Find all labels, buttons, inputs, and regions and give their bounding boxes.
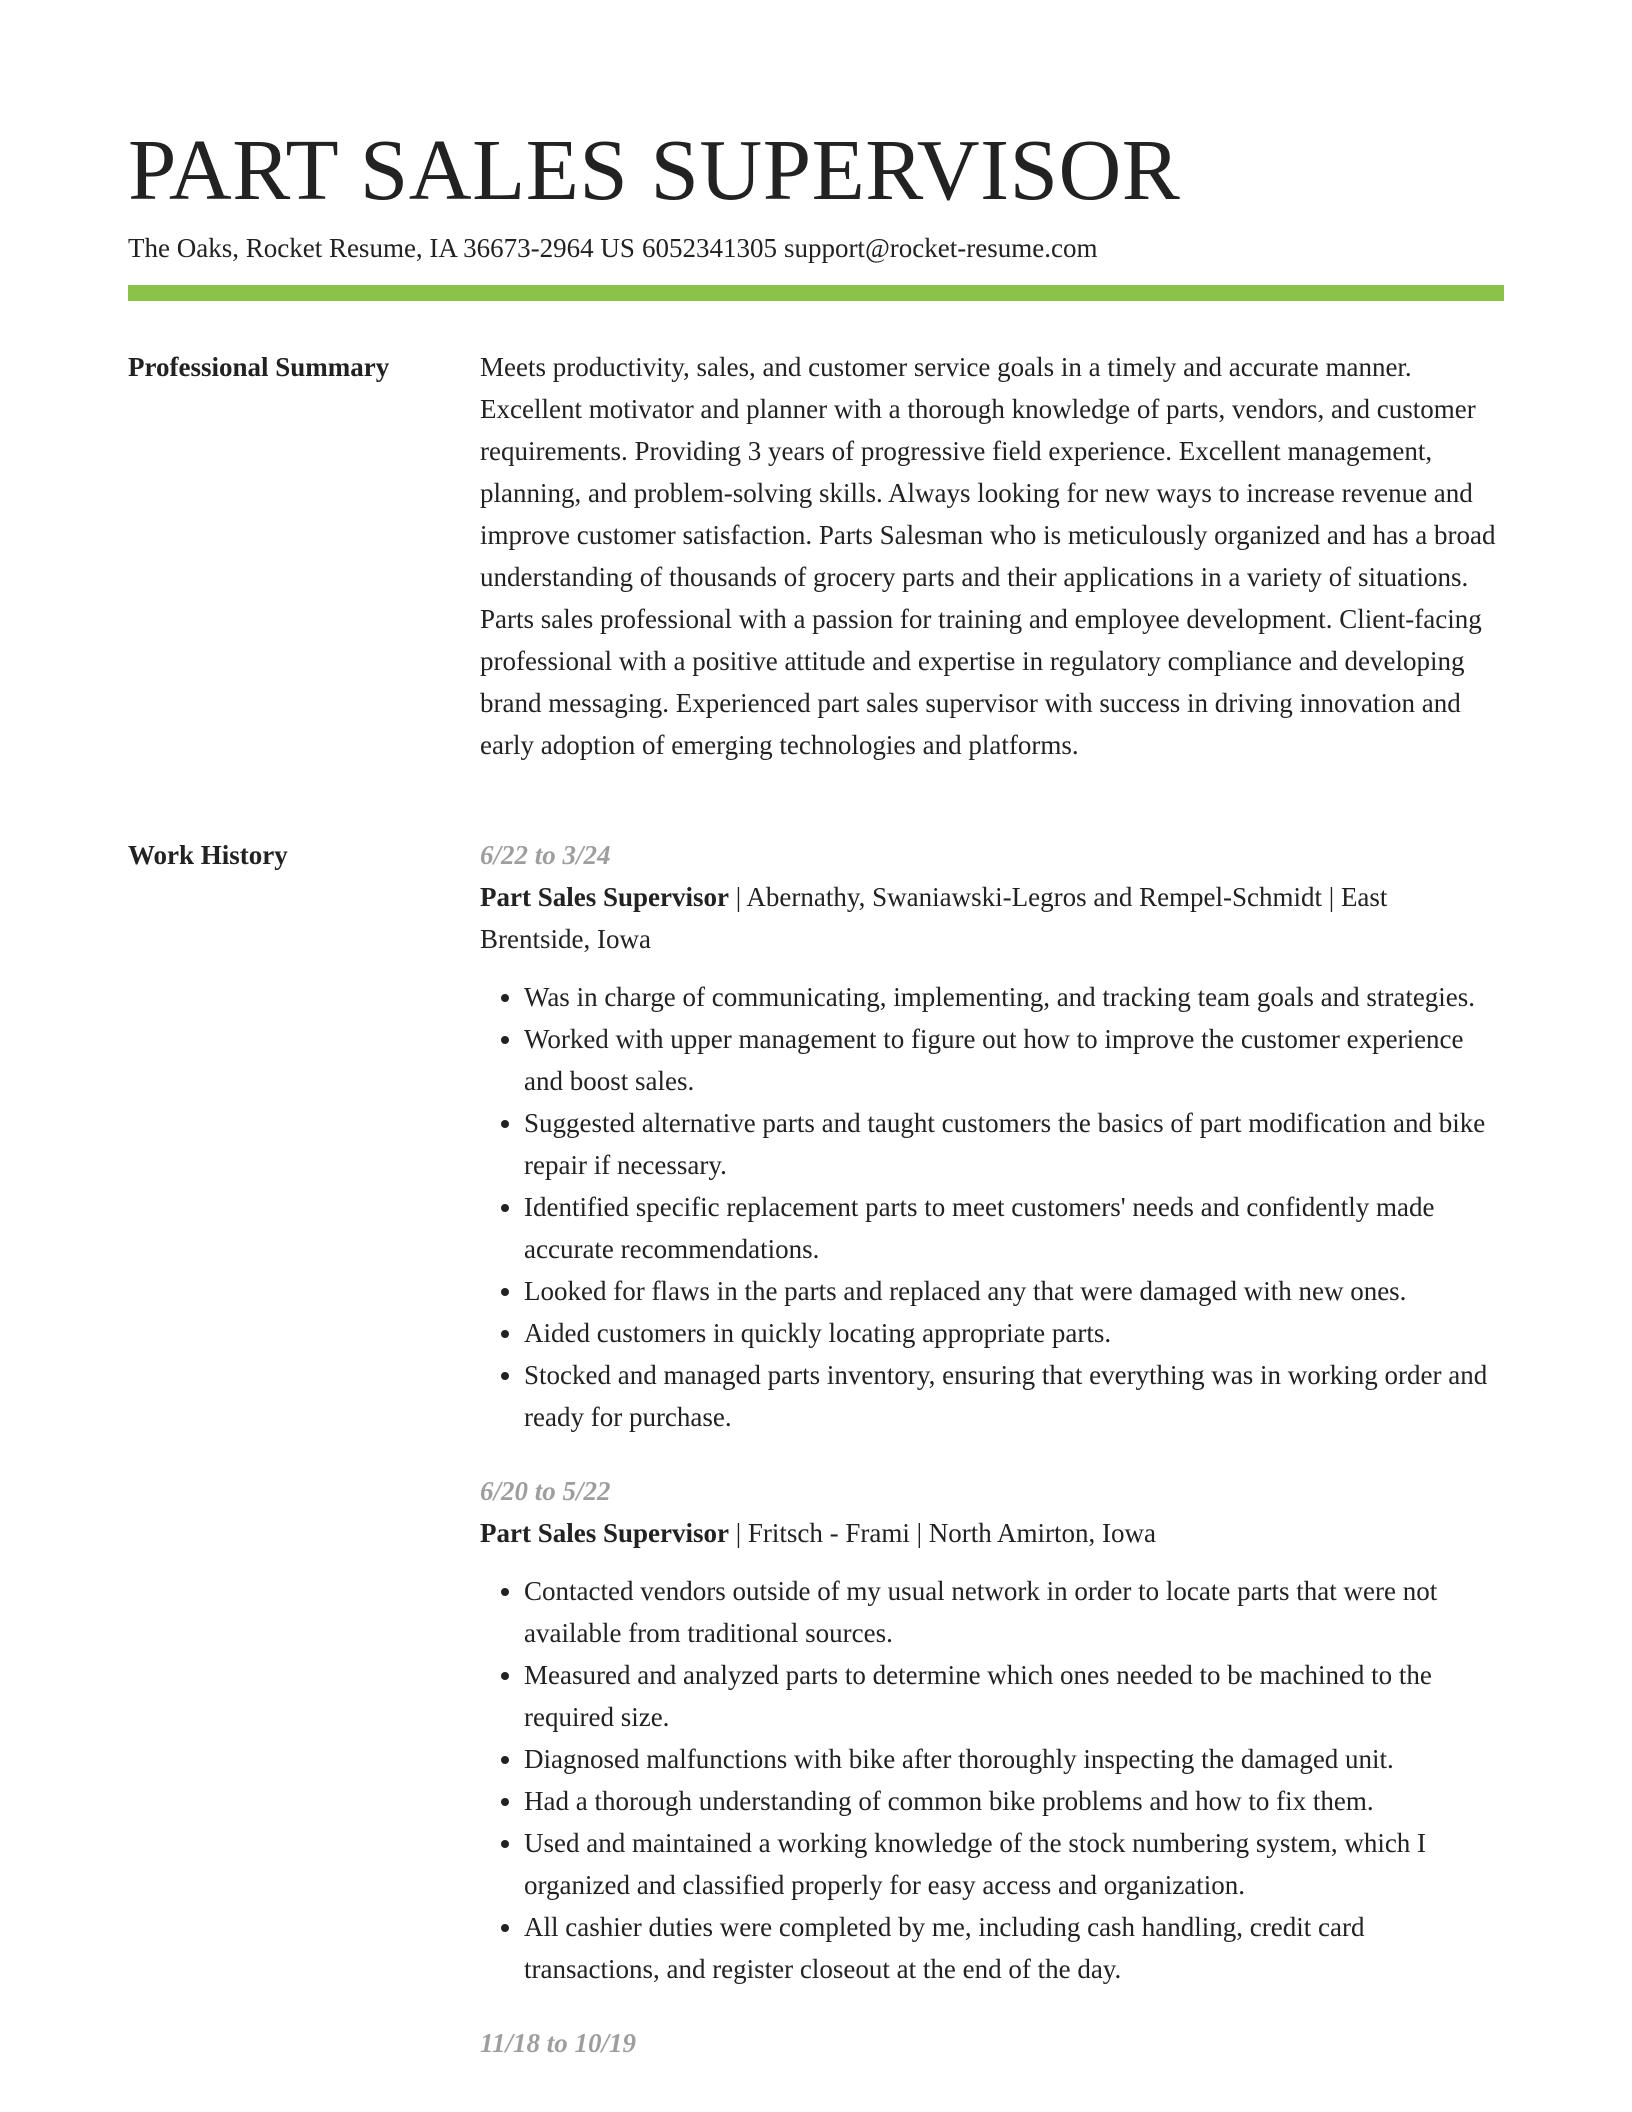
contact-address: The Oaks, Rocket Resume, IA 36673-2964 US — [128, 233, 635, 263]
job-entry — [480, 1470, 1504, 1990]
job-duty: • Used and maintained a working knowledge of the stock numbering system, which I organized and classified properly for easy access and organization. — [524, 1822, 1504, 1906]
job-duties-list — [480, 976, 1504, 1438]
job-duties-list — [480, 1570, 1504, 1990]
work-history-body — [480, 834, 1504, 2096]
job-duty: • Measured and analyzed parts to determine which ones needed to be machined to the required size. — [524, 1654, 1504, 1738]
job-duty: • Aided customers in quickly locating appropriate parts. — [524, 1312, 1504, 1354]
job-entry — [480, 2022, 1504, 2064]
job-dates: 6/20 to 5/22 — [480, 1476, 611, 1506]
job-title: Part Sales Supervisor — [480, 1518, 729, 1548]
job-duty: • Identified specific replacement parts to meet customers' needs and confidently made accurate recommendations. — [524, 1186, 1504, 1270]
job-details: | Fritsch - Frami | North Amirton, Iowa — [729, 1518, 1157, 1548]
job-dates: 6/22 to 3/24 — [480, 840, 611, 870]
job-duty: • Looked for flaws in the parts and replaced any that were damaged with new ones. — [524, 1270, 1504, 1312]
job-duty: • Stocked and managed parts inventory, ensuring that everything was in working order and ready for purchase. — [524, 1354, 1504, 1438]
job-duty: • Suggested alternative parts and taught customers the basics of part modification and bike repair if necessary. — [524, 1102, 1504, 1186]
accent-divider — [128, 285, 1504, 301]
work-history-heading: Work History — [128, 840, 288, 870]
resume-title: PART SALES SUPERVISOR — [128, 121, 1181, 218]
job-heading — [480, 1512, 1504, 1554]
summary-heading: Professional Summary — [128, 352, 390, 382]
job-duty: • All cashier duties were completed by me, including cash handling, credit card transactions, and register closeout at the end of the day. — [524, 1906, 1504, 1990]
summary-body — [480, 346, 1504, 766]
job-duty: • Had a thorough understanding of common bike problems and how to fix them. — [524, 1780, 1504, 1822]
summary-text: Meets productivity, sales, and customer service goals in a timely and accurate manner. Excellent motivator and planner with a thorough knowledge of parts, vendors, and customer requirements. Providing 3 years of progressive field experience. Excellent management, planning, and problem-solving skills. Always looking for new ways to increase revenue and improve customer satisfaction. Parts Salesman who is meticulously organized and has a broad understanding of thousands of grocery parts and their applications in a variety of situations. Parts sales professional with a passion for training and employee development. Client-facing professional with a positive attitude and expertise in regulatory compliance and developing brand messaging. Experienced part sales supervisor with success in driving innovation and early adoption of emerging technologies and platforms. — [480, 352, 1496, 760]
contact-email: support@rocket-resume.com — [783, 233, 1098, 263]
contact-phone: 6052341305 — [641, 233, 777, 263]
job-duty: • Worked with upper management to figure out how to improve the customer experience and boost sales. — [524, 1018, 1504, 1102]
contact-info — [128, 230, 1097, 266]
job-heading — [480, 876, 1504, 960]
job-duty: • Contacted vendors outside of my usual network in order to locate parts that were not available from traditional sources. — [524, 1570, 1504, 1654]
job-duty: • Diagnosed malfunctions with bike after thoroughly inspecting the damaged unit. — [524, 1738, 1504, 1780]
job-duty: • Was in charge of communicating, implementing, and tracking team goals and strategies. — [524, 976, 1504, 1018]
job-dates: 11/18 to 10/19 — [480, 2028, 637, 2058]
job-title: Part Sales Supervisor — [480, 882, 729, 912]
job-entry — [480, 834, 1504, 1438]
job-details: | Abernathy, Swaniawski-Legros and Rempel-Schmidt | East Brentside, Iowa — [480, 882, 1388, 954]
